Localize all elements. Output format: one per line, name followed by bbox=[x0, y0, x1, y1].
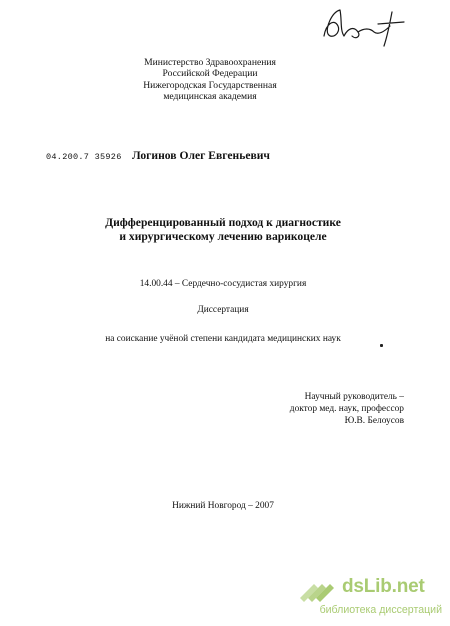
city-year: Нижний Новгород – 2007 bbox=[172, 501, 274, 511]
specialty-code: 14.00.44 – Сердечно-сосудистая хирургия bbox=[139, 279, 307, 289]
dissertation-title bbox=[70, 216, 376, 244]
supervisor-line: доктор мед. наук, профессор bbox=[289, 404, 404, 415]
watermark-subtitle: библиотека диссертаций bbox=[319, 604, 442, 616]
degree-statement: на соискание учёной степени кандидата медицинских наук bbox=[105, 334, 341, 344]
supervisor-line: Ю.В. Белоусов bbox=[344, 416, 404, 427]
author-name: Логинов Олег Евгеньевич bbox=[132, 149, 270, 162]
institution-line: медицинская академия bbox=[163, 91, 257, 103]
document-type: Диссертация bbox=[197, 305, 249, 315]
supervisor-line: Научный руководитель – bbox=[304, 392, 404, 402]
institution-line: Российской Федерации bbox=[162, 68, 258, 80]
book-logo-icon bbox=[296, 578, 340, 602]
scan-speck bbox=[380, 344, 383, 347]
institution-line: Нижегородская Государственная bbox=[143, 79, 277, 91]
institution-line: Министерство Здравоохранения bbox=[144, 57, 276, 68]
dslib-watermark bbox=[296, 576, 444, 622]
handwritten-signature bbox=[318, 6, 416, 50]
title-line: и хирургическому лечению варикоцеле bbox=[119, 229, 327, 243]
watermark-brand: dsLib.net bbox=[342, 576, 425, 597]
title-line: Дифференцированный подход к диагностике bbox=[105, 216, 341, 229]
institution-block bbox=[110, 57, 310, 103]
registration-stamp: 04.200.7 35926 bbox=[46, 152, 122, 162]
supervisor-block bbox=[262, 391, 404, 428]
